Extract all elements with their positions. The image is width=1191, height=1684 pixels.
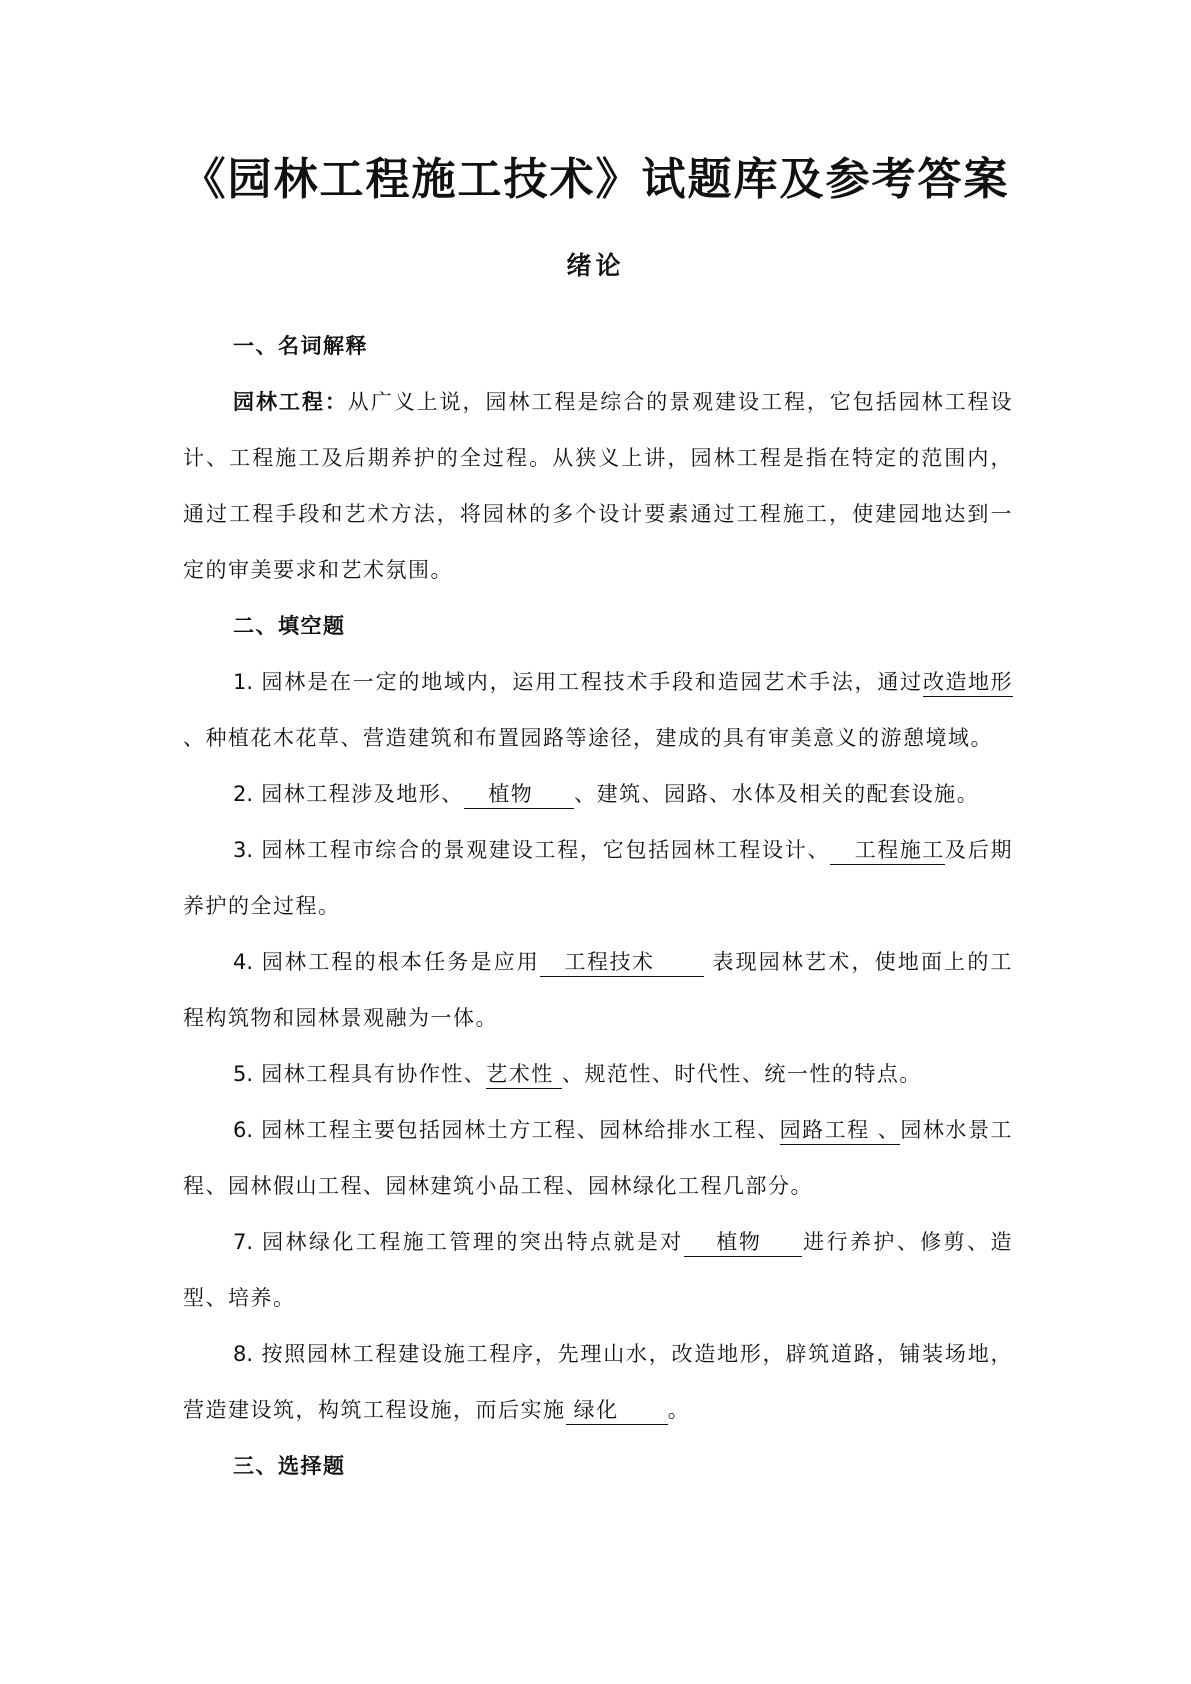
question-6	[183, 1102, 1013, 1214]
section-heading-fill-blank: 二、填空题	[233, 613, 346, 638]
question-1	[183, 654, 1013, 766]
question-2	[183, 766, 1013, 822]
question-text: 、建筑、园路、水体及相关的配套设施。	[574, 782, 980, 806]
question-text: 及后期养护的全过程。	[183, 838, 1013, 918]
answer-blank: 绿化	[566, 1396, 668, 1425]
question-text: 园林是在一定的地域内，运用工程技术手段和造园艺术手法，通过	[253, 670, 923, 694]
question-text: 。	[667, 1398, 691, 1422]
answer-blank: 园路工程 、	[780, 1116, 901, 1145]
question-number: 7.	[233, 1230, 254, 1254]
question-text: 园林绿化工程施工管理的突出特点就是对	[253, 1230, 684, 1254]
question-text: 进行养护、修剪、造型、培养。	[183, 1230, 1013, 1310]
question-number: 8.	[233, 1342, 254, 1366]
question-text: 园林工程的根本任务是应用	[253, 950, 540, 974]
question-number: 2.	[233, 782, 254, 806]
answer-blank: 工程施工	[830, 836, 945, 865]
question-number: 5.	[233, 1062, 254, 1086]
document-title: 《园林工程施工技术》试题库及参考答案	[181, 154, 1010, 205]
chapter-title: 绪论	[566, 251, 625, 280]
question-text: 园林工程涉及地形、	[253, 782, 464, 806]
document-body	[183, 318, 1013, 1494]
question-4	[183, 934, 1013, 1046]
question-3	[183, 822, 1013, 934]
question-text: 园林水景工程、园林假山工程、园林建筑小品工程、园林绿化工程几部分。	[183, 1118, 1013, 1198]
question-text: 园林工程市综合的景观建设工程，它包括园林工程设计、	[253, 838, 831, 862]
question-text: 按照园林工程建设施工程序，先理山水，改造地形，辟筑道路，铺装场地，营造建设筑，构筑工程设施，而后实施	[183, 1342, 1013, 1422]
question-8	[183, 1326, 1013, 1438]
answer-blank: 植物	[684, 1228, 803, 1257]
answer-blank: 植物	[464, 780, 574, 809]
question-number: 1.	[233, 670, 254, 694]
definition-text: 从广义上说，园林工程是综合的景观建设工程，它包括园林工程设计、工程施工及后期养护的全过程。从狭义上讲，园林工程是指在特定的范围内，通过工程手段和艺术方法，将园林的多个设计要素通过工程施工，使建园地达到一定的审美要求和艺术氛围。	[183, 390, 1014, 582]
question-text: 园林工程具有协作性、	[253, 1062, 487, 1086]
question-number: 6.	[233, 1118, 254, 1142]
answer-blank: 艺术性	[486, 1060, 562, 1089]
section-heading-definitions: 一、名词解释	[233, 333, 368, 358]
question-7	[183, 1214, 1013, 1326]
question-number: 4.	[233, 950, 254, 974]
question-text: 园林工程主要包括园林土方工程、园林给排水工程、	[253, 1118, 780, 1142]
question-text: 、种植花木花草、营造建筑和布置园路等途径，建成的具有审美意义的游憩境域。	[183, 726, 993, 750]
question-5	[183, 1046, 1013, 1102]
question-text: 表现园林艺术，使地面上的工程构筑物和园林景观融为一体。	[183, 950, 1013, 1030]
definition-term: 园林工程：	[233, 389, 348, 414]
definition-paragraph	[183, 374, 1013, 598]
question-number: 3.	[233, 838, 254, 862]
answer-blank: 工程技术	[540, 948, 704, 977]
answer-blank: 改造地形	[923, 668, 1013, 697]
section-heading-multiple-choice: 三、选择题	[233, 1453, 346, 1478]
question-text: 、规范性、时代性、统一性的特点。	[561, 1062, 922, 1086]
